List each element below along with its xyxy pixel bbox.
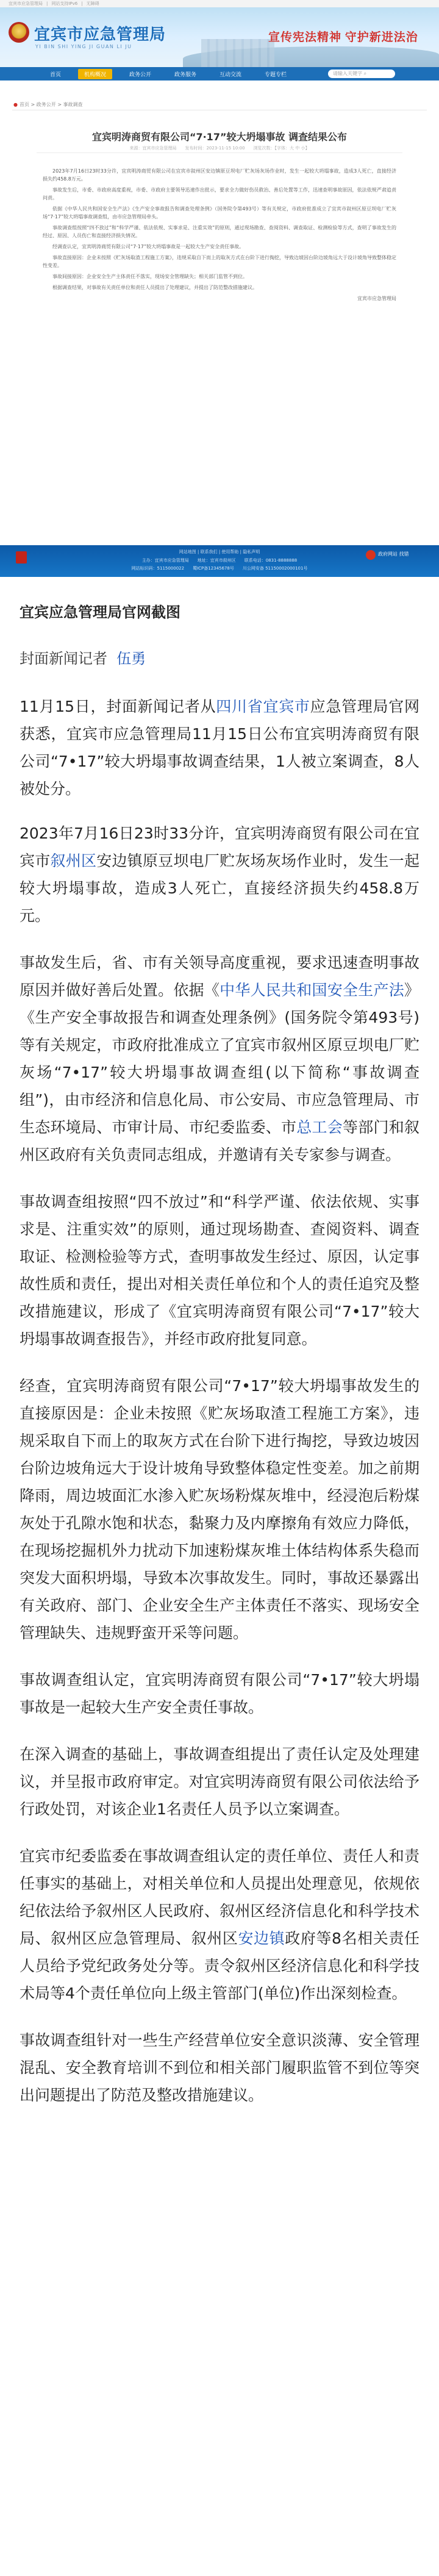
article-paragraph: 事故调查组按照“四不放过”和“科学严谨、依法依规、实事求是、注重实效”的原则，通过现场勘查、查阅资料、调查取证、检测检验等方式，查明了事故发生的经过、原因、人员伤亡和直接经济损失情况。 [43,225,396,238]
article-paragraph: 依据《中华人民共和国安全生产法》《生产安全事故报告和调查处理条例》（国务院令第493号）等有关规定，市政府批准成立了宜宾市叙州区原豆坝电厂贮灰场“7·17”较大坍塌事故调查组，由市应急管理局牵头。 [43,206,396,220]
topbar-item: | [81,1,83,6]
banner-city-skyline [201,39,274,67]
news-paragraph [20,949,419,1168]
text-run: 》《生产安全事故报告和调查处理条例》(国务院令第493号)等有关规定，市政府批准成立了宜宾市叙州区原豆坝电厂贮灰场“7•17”较大坍塌事故调查组(以下简称“事故调查组”)，由市经济和信息化局、市公安局、市应急管理局、市生态环境局、市审计局、市纪委监委、市 [20,981,419,1136]
news-body [20,693,419,2128]
article-meta: 来源：宜宾市应急管理局 发布时间：2023-11-15 10:00 浏览次数：【字体：大 中 小】 [129,146,310,151]
topbar-item: | [46,1,48,6]
text-run: 事故调查组按照“四不放过”和“科学严谨、依法依规、实事求是、注重实效”的原则，通过现场勘查、查阅资料、调查取证、检测检验等方式，查明事故发生经过、原因，认定事故性质和责任，提出对相关责任单位和个人的责任追究及整改措施建议，形成了《宜宾明涛商贸有限公司“7•17”较大坍塌事故调查报告》，并经市政府批复同意。 [20,1193,419,1348]
news-paragraph [20,693,419,803]
byline [20,646,146,668]
keyword-link[interactable]: 安边镇 [238,1930,285,1947]
news-paragraph [20,1741,419,1823]
text-run: 在深入调查的基础上，事故调查组提出了责任认定及处理建议，并呈报市政府审定。对宜宾明涛商贸有限公司依法给予行政处罚，对该企业1名责任人员予以立案调查。 [20,1745,419,1818]
site-footer [0,545,439,577]
party-gov-badge-icon[interactable] [16,551,27,564]
divider [37,152,402,153]
gov-website-label[interactable]: 政府网站 找错 [378,551,409,557]
nav-item[interactable]: 互动交流 [220,71,242,78]
text-run: 事故调查组认定，宜宾明涛商贸有限公司“7•17”较大坍塌事故是一起较大生产安全责任事故。 [20,1671,419,1716]
text-run: 政府等8名相关责任人员给予党纪政务处分等。责令叙州区经济信息化和科学技术局等4个责任单位向上级主管部门(单位)作出深刻检查。 [20,1930,419,2002]
text-run: 2023年7月16日23时33分许，宜宾明涛商贸有限公司在宜宾市 [20,825,419,870]
byline-prefix: 封面新闻记者 [20,650,107,667]
text-run: 事故调查组针对一些生产经营单位安全意识淡薄、安全管理混乱、安全教育培训不到位和相关部门履职监管不到位等突出问题提出了防范及整改措施建议。 [20,2031,419,2104]
article-paragraph: 根据调查结果，对事故有关责任单位和责任人员提出了处理建议，并提出了防范整改措施建议。 [52,285,257,290]
footer-copyright: 主办：宜宾市应急管理局 地址：宜宾市叙州区 联系电话：0831-8888888 [141,558,298,563]
news-paragraph [20,1666,419,1721]
footer-icp: 网站标识码：5115000022 蜀ICP备12345678号 川公网安备 51150002000101号 [131,566,308,571]
text-run: 宜宾市纪委监委在事故调查组认定的责任单位、责任人和责任事实的基础上，对相关单位和人员提出处理意见，依规依纪依法给予叙州区人民政府、叙州区经济信息化和科学技术局、叙州区应急管理局、叙州区 [20,1847,419,1947]
text-run: 等部门和叙州区政府有关负责同志组成，并邀请有关专家参与调查。 [20,1118,419,1164]
main-nav [0,67,439,80]
news-paragraph [20,820,419,929]
breadcrumb-text[interactable]: 首页 > 政务公开 > 事故调查 [19,102,83,107]
keyword-link[interactable]: 叙州区 [50,852,97,870]
topbar-item[interactable]: 无障碍 [86,1,99,6]
site-org-subtitle: YI BIN SHI YING JI GUAN LI JU [35,44,132,49]
reporter-name-link[interactable]: 伍勇 [116,650,146,667]
nav-item[interactable]: 政务公开 [129,71,151,78]
keyword-link[interactable]: 中华人民共和国安全生产法 [220,981,404,999]
keyword-link[interactable]: 四川省 [216,698,263,715]
topbar-item[interactable]: 网站支持IPv6 [51,1,78,6]
text-run: 应急管理局官网获悉，宜宾市应急管理局11月15日公布宜宾明涛商贸有限公司“7•17”较大坍塌事故调查结果，1人被立案调查，8人被处分。 [20,698,419,798]
nav-item[interactable]: 专题专栏 [265,71,287,78]
article-paragraph: 经调查认定，宜宾明涛商贸有限公司“7·17”较大坍塌事故是一起较大生产安全责任事故。 [52,244,244,249]
breadcrumb [13,101,83,108]
news-paragraph [20,1188,419,1353]
article-paragraph: 事故间接原因：企业安全生产主体责任不落实，现场安全管理缺失；相关部门监管不到位。 [52,274,248,279]
gov-website-icon[interactable] [366,550,376,560]
site-org-name[interactable]: 宜宾市应急管理局 [34,26,166,43]
text-run: 经查，宜宾明涛商贸有限公司“7•17”较大坍塌事故发生的直接原因是：企业未按照《贮灰场取渣工程施工方案》，违规采取自下而上的取灰方式在台阶下进行掏挖，导致边坡因台阶边坡角远大于设计坡角导致整体稳定性变差。加之前期降雨，周边坡面汇水渗入贮灰场粉煤灰堆中，经浸泡后粉煤灰处于孔隙水饱和状态，黏聚力及内摩擦角有效应力降低，在现场挖掘机外力扰动下加速粉煤灰堆土体结构体系失稳而突发大面积坍塌，导致本次事故发生。同时，事故还暴露出有关政府、部门、企业安全生产主体责任不落实、现场安全管理缺失、违规野蛮开采等问题。 [20,1377,419,1642]
nav-item[interactable]: 机构概况 [78,69,112,79]
text-run: 安边镇原豆坝电厂贮灰场灰场作业时，发生一起较大坍塌事故，造成3人死亡，直接经济损失约458.8万元。 [20,852,419,925]
article-title: 宜宾明涛商贸有限公司“7·17”较大坍塌事故 调查结果公布 [91,131,348,143]
article-paragraph: 事故直接原因：企业未按照《贮灰场取渣工程施工方案》，违规采取自下而上的取灰方式在台阶下进行掏挖，导致边坡因台阶边坡角远大于设计坡角导致整体稳定性变差。 [43,255,396,268]
nav-item[interactable]: 政务服务 [174,71,197,78]
banner-slogan: 宣传宪法精神 守护新进法治 [268,31,418,44]
image-caption: 宜宾应急管理局官网截图 [20,604,180,621]
search-input[interactable]: 请输入关键字 ⌕ [328,70,395,78]
footer-links[interactable]: 网站地图 | 联系我们 | 使用帮助 | 隐私声明 [179,549,260,554]
article-body [43,167,396,306]
keyword-link[interactable]: 总工会 [296,1118,343,1136]
article-paragraph: 2023年7月16日23时33分许，宜宾明涛商贸有限公司在宜宾市叙州区安边镇原豆坝电厂贮灰场灰场作业时，发生一起较大坍塌事故，造成3人死亡，直接经济损失约458.8万元。 [43,168,396,182]
news-paragraph [20,2027,419,2109]
topbar-item[interactable]: 宜宾市应急管理局 [9,1,43,6]
site-banner [0,7,439,67]
news-paragraph [20,1842,419,2007]
news-paragraph [20,1372,419,1647]
text-run: 11月15日，封面新闻记者从 [20,698,216,715]
emergency-emblem-icon [9,22,29,43]
top-utility-bar [0,0,439,7]
keyword-link[interactable]: 宜宾市 [263,698,310,715]
text-run: 事故发生后，省、市有关领导高度重视，要求迅速查明事故原因并做好善后处置。依据《 [20,954,419,999]
nav-item[interactable]: 首页 [49,71,61,78]
article-paragraph: 事故发生后，市委、市政府高度重视，市委、市政府主要领导迅速作出批示，要求全力做好伤员救治、善后处置等工作，迅速查明事故原因，依法依规严肃追责问责。 [43,187,396,201]
article-signature: 宜宾市应急管理局 [357,296,396,301]
location-pin-icon: ● [13,102,18,107]
